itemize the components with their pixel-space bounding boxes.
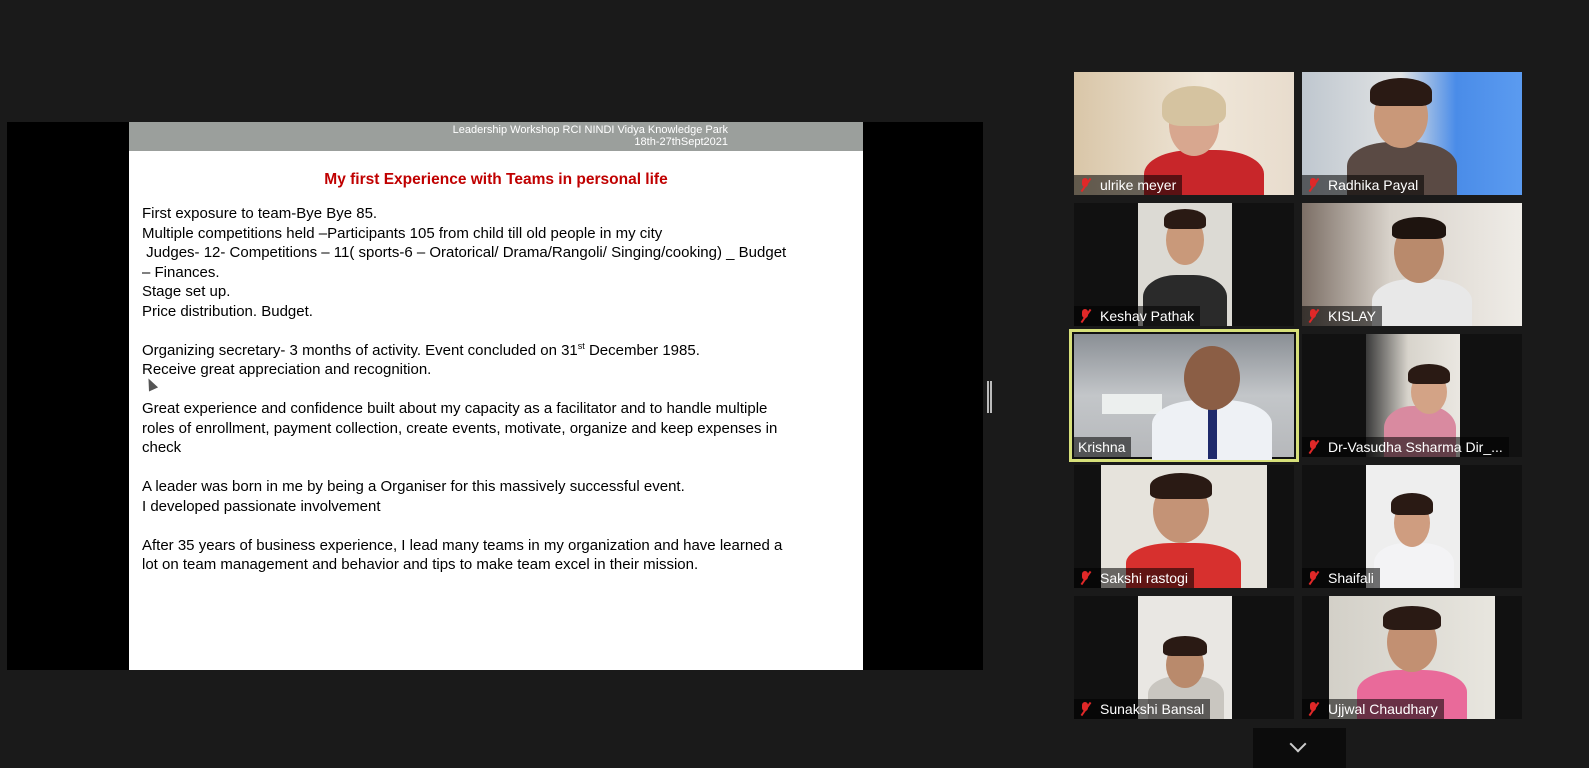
slide-line: Multiple competitions held –Participants 105 from child till old people in my city (142, 224, 663, 242)
slide-paragraph-3 (142, 399, 851, 458)
participant-tile-vasudha[interactable] (1302, 334, 1522, 457)
participant-name: Sunakshi Bansal (1100, 701, 1205, 717)
participant-name-label (1074, 306, 1200, 326)
mic-muted-icon (1078, 177, 1092, 193)
participant-name: Radhika Payal (1328, 177, 1419, 193)
participant-name-label (1302, 306, 1382, 326)
slide-body (129, 204, 863, 575)
slide-text: Organizing secretary- 3 months of activity. Event concluded on 31 (142, 341, 578, 359)
slide-line: Judges- 12- Competitions – 11( sports-6 – Oratorical/ Drama/Rangoli/ Singing/cooking) _ Budget (142, 244, 787, 261)
mic-muted-icon (1306, 177, 1320, 193)
slide-text: December 1985. (584, 341, 700, 359)
slide-paragraph-2 (142, 341, 851, 380)
participant-name-label (1074, 699, 1210, 719)
show-more-participants-button[interactable] (1253, 728, 1346, 768)
participant-name-label (1074, 437, 1131, 457)
slide-superscript: st (577, 340, 585, 351)
slide-line: roles of enrollment, payment collection, create events, motivate, organize and keep expenses in (142, 419, 778, 437)
slide-line: check (142, 439, 182, 456)
participant-tile-ulrike-meyer[interactable] (1074, 72, 1294, 195)
slide-line: lot on team management and behavior and tips to make team excel in their mission. (142, 556, 699, 573)
air-conditioner (1102, 394, 1162, 414)
participant-tile-kislay[interactable] (1302, 203, 1522, 326)
slide-line: Great experience and confidence built about my capacity as a facilitator and to handle multiple (142, 400, 768, 417)
slide-line (142, 341, 851, 361)
participant-name: Shaifali (1328, 570, 1374, 586)
participant-name-label (1302, 437, 1509, 457)
participant-name-label (1074, 568, 1194, 588)
participant-tile-sunakshi-bansal[interactable] (1074, 596, 1294, 719)
participant-video (1366, 465, 1460, 588)
mic-muted-icon (1306, 701, 1320, 717)
slide-header-line1: Leadership Workshop RCI NINDI Vidya Knowledge Park (452, 124, 728, 136)
participant-name: ulrike meyer (1100, 177, 1177, 193)
participant-name: Sakshi rastogi (1100, 570, 1188, 586)
mic-muted-icon (1078, 570, 1092, 586)
chevron-down-icon (1290, 736, 1307, 753)
slide-line: Price distribution. Budget. (142, 302, 313, 320)
slide-line: – Finances. (142, 263, 220, 281)
participant-name: Ujjwal Chaudhary (1328, 701, 1438, 717)
slide-paragraph-5 (142, 536, 851, 575)
participant-tile-keshav-pathak[interactable] (1074, 203, 1294, 326)
mic-muted-icon (1306, 570, 1320, 586)
participant-name-label (1302, 175, 1424, 195)
participant-name-label (1074, 175, 1182, 195)
participant-name: Keshav Pathak (1100, 308, 1195, 324)
slide-line: I developed passionate involvement (142, 497, 381, 515)
panel-resize-handle[interactable] (987, 381, 992, 413)
slide-line: Stage set up. (142, 283, 231, 300)
slide-line: After 35 years of business experience, I lead many teams in my organization and have learned a (142, 536, 783, 554)
participant-tile-radhika-payal[interactable] (1302, 72, 1522, 195)
slide-line: Receive great appreciation and recognition. (142, 361, 432, 378)
participant-name-label (1302, 699, 1444, 719)
participant-tile-ujjwal-chaudhary[interactable] (1302, 596, 1522, 719)
participant-name-label (1302, 568, 1380, 588)
slide-line: First exposure to team-Bye Bye 85. (142, 205, 378, 222)
screen-share-area (7, 122, 983, 670)
participant-name: KISLAY (1328, 308, 1376, 324)
participant-name: Krishna (1078, 439, 1126, 455)
mic-muted-icon (1078, 308, 1092, 324)
participant-tile-shaifali[interactable] (1302, 465, 1522, 588)
presentation-slide (129, 122, 863, 670)
participant-tile-sakshi-rastogi[interactable] (1074, 465, 1294, 588)
mic-muted-icon (1306, 439, 1320, 455)
slide-line: A leader was born in me by being a Organiser for this massively successful event. (142, 478, 685, 495)
slide-header (129, 122, 863, 151)
mic-muted-icon (1306, 308, 1320, 324)
slide-header-line2: 18th-27thSept2021 (634, 136, 728, 148)
participant-tile-krishna[interactable] (1071, 331, 1297, 460)
participant-name: Dr-Vasudha Ssharma Dir_... (1328, 439, 1503, 455)
slide-paragraph-4 (142, 477, 851, 516)
tie (1208, 404, 1217, 459)
mic-muted-icon (1078, 701, 1092, 717)
slide-paragraph-1 (142, 204, 851, 321)
slide-title: My first Experience with Teams in personal life (324, 171, 668, 188)
